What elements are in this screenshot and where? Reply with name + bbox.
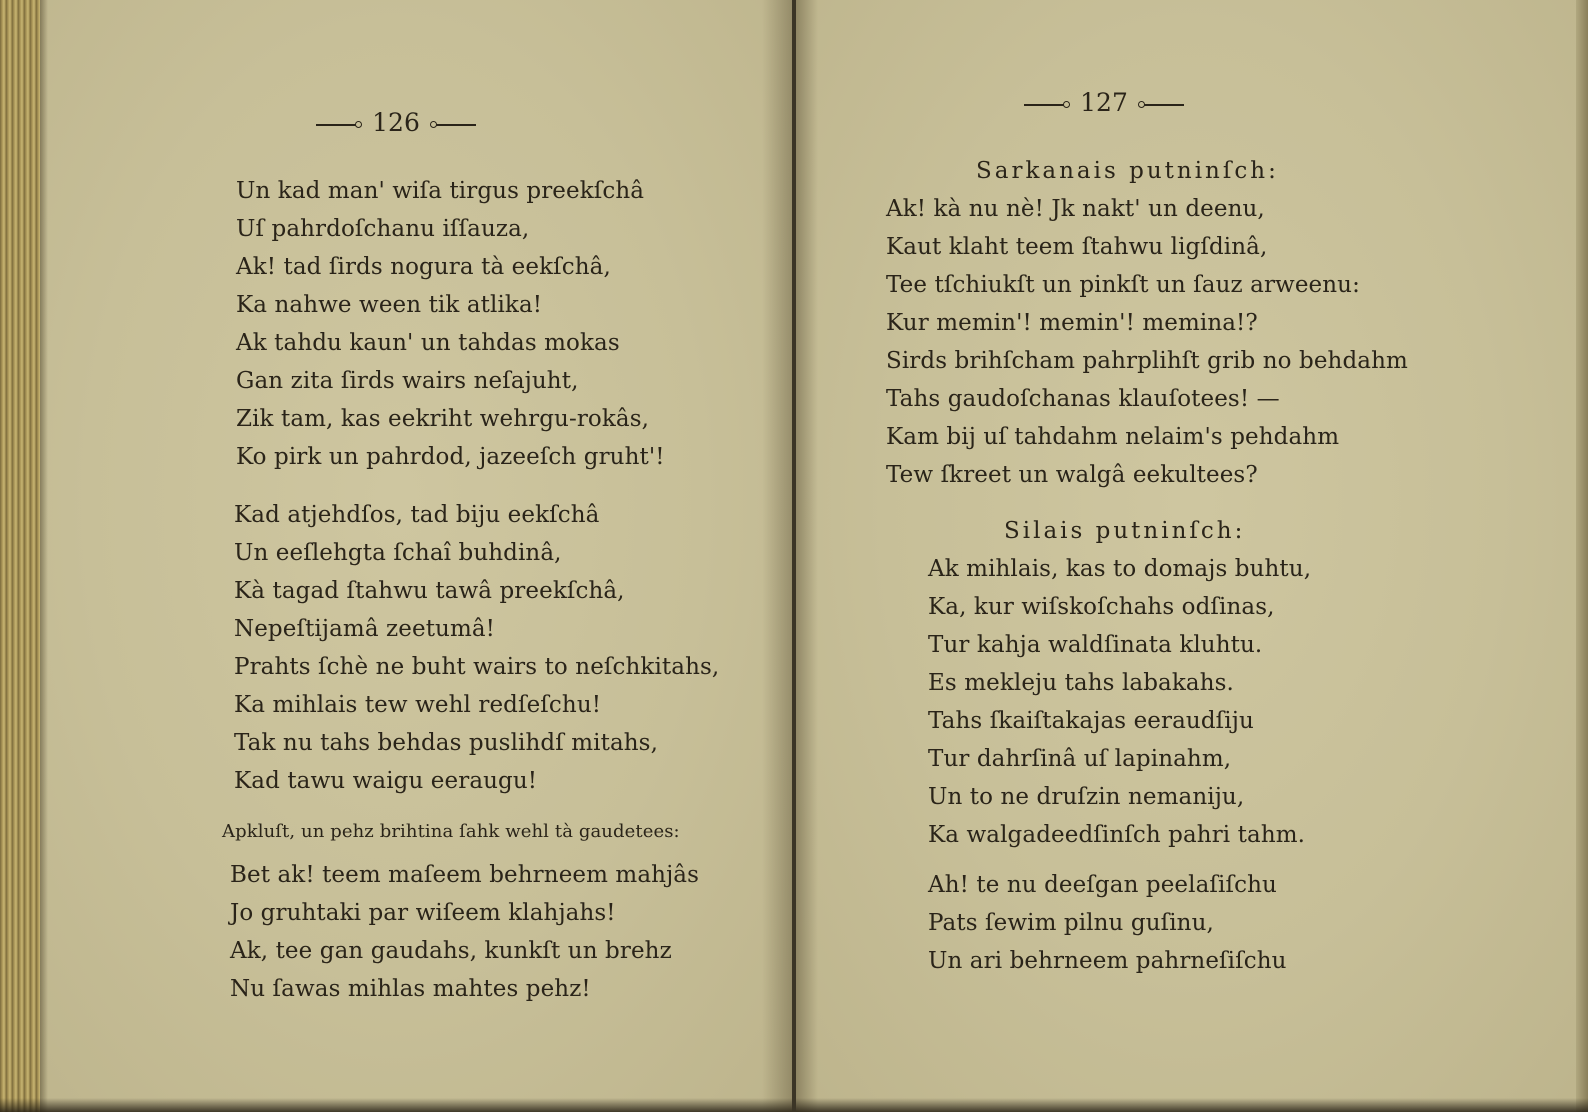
- left-stanza-2: [234, 496, 719, 800]
- verse-line: Tew ſkreet un walgâ eekultees?: [886, 462, 1258, 488]
- verse-line: Ka nahwe ween tik atlika!: [236, 292, 543, 318]
- verse-line: Tahs gaudoſchanas klauſotees! —: [886, 386, 1280, 412]
- verse-line: Nu ſawas mihlas mahtes pehz!: [230, 976, 591, 1002]
- verse-line: Un kad man' wiſa tirgus preekſchâ: [236, 178, 645, 204]
- verse-line: Ah! te nu deeſgan peelaſiſchu: [928, 872, 1277, 898]
- verse-line: Kam bij uſ tahdahm nelaim's pehdahm: [886, 424, 1340, 450]
- verse-line: Ka, kur wiſskoſchahs odſinas,: [928, 594, 1275, 620]
- verse-line: Sirds brihſcham pahrplihſt grib no behdahm: [886, 348, 1408, 374]
- right-page: [796, 0, 1588, 1112]
- verse-line: Kad tawu waigu eeraugu!: [234, 768, 538, 794]
- page-number-left: [0, 108, 792, 137]
- verse-line: Tur dahrſinâ uſ lapinahm,: [928, 746, 1232, 772]
- page-number-text: 126: [372, 108, 420, 137]
- gutter-shadow: [762, 0, 792, 1112]
- verse-line: Prahts ſchè ne buht wairs to neſchkitahs,: [234, 654, 720, 680]
- right-speaker-1: [976, 152, 1279, 190]
- verse-line: Kad atjehdſos, tad biju eekſchâ: [234, 502, 600, 528]
- verse-line: Ko pirk un pahrdod, jazeeſch gruht'!: [236, 444, 665, 470]
- page-edge: [1576, 0, 1588, 1112]
- verse-line: Ak tahdu kaun' un tahdas mokas: [236, 330, 620, 356]
- page-bottom-shadow: [0, 1098, 792, 1112]
- verse-line: Tee tſchiukſt un pinkſt un ſauz arweenu:: [886, 272, 1360, 298]
- verse-line: Jo gruhtaki par wiſeem klahjahs!: [230, 900, 616, 926]
- verse-line: Es mekleju tahs labakahs.: [928, 670, 1234, 696]
- page-number-right: [708, 88, 1500, 117]
- verse-line: Ka mihlais tew wehl redſeſchu!: [234, 692, 602, 718]
- gutter-shadow: [796, 0, 818, 1112]
- verse-line: Ka walgadeedſinſch pahri tahm.: [928, 822, 1306, 848]
- right-stanza-2: [928, 550, 1311, 854]
- speaker-heading: Silais putninſch:: [1004, 518, 1246, 544]
- page-bottom-shadow: [796, 1098, 1588, 1112]
- verse-line: Ak! kà nu nè! Jk nakt' un deenu,: [886, 196, 1265, 222]
- page-number-text: 127: [1080, 88, 1128, 117]
- verse-line: Uſ pahrdoſchanu iſſauza,: [236, 216, 530, 242]
- left-stage-direction: [222, 814, 680, 850]
- right-stanza-1: [886, 190, 1408, 494]
- verse-line: Kur memin'! memin'! memina!?: [886, 310, 1258, 336]
- verse-line: Pats ſewim pilnu guſinu,: [928, 910, 1214, 936]
- verse-line: Un eeſlehgta ſchaî buhdinâ,: [234, 540, 562, 566]
- verse-line: Tak nu tahs behdas puslihdſ mitahs,: [234, 730, 658, 756]
- verse-line: Tahs ſkaiſtakajas eeraudſiju: [928, 708, 1254, 734]
- verse-line: Tur kahja waldſinata kluhtu.: [928, 632, 1263, 658]
- speaker-heading: Sarkanais putninſch:: [976, 158, 1279, 184]
- verse-line: Un to ne druſzin nemaniju,: [928, 784, 1245, 810]
- verse-line: Ak, tee gan gaudahs, kunkſt un brehz: [230, 938, 672, 964]
- left-page: [0, 0, 792, 1112]
- right-stanza-3: [928, 866, 1287, 980]
- verse-line: Un ari behrneem pahrneſiſchu: [928, 948, 1287, 974]
- verse-line: Bet ak! teem maſeem behrneem mahjâs: [230, 862, 700, 888]
- verse-line: Zik tam, kas eekriht wehrgu-rokâs,: [236, 406, 650, 432]
- verse-line: Ak! tad ſirds nogura tà eekſchâ,: [236, 254, 611, 280]
- verse-line: Kà tagad ſtahwu tawâ preekſchâ,: [234, 578, 625, 604]
- right-speaker-2: [1004, 512, 1245, 550]
- left-stanza-1: [236, 172, 665, 476]
- verse-line: Ak mihlais, kas to domajs buhtu,: [928, 556, 1312, 582]
- verse-line: Kaut klaht teem ſtahwu ligſdinâ,: [886, 234, 1268, 260]
- left-stanza-3: [230, 856, 699, 1008]
- stage-direction: Apkluſt, un pehz brihtina ſahk wehl tà gaudetees:: [222, 821, 680, 842]
- page-edge: [0, 0, 40, 1112]
- verse-line: Nepeſtijamâ zeetumâ!: [234, 616, 496, 642]
- verse-line: Gan zita ſirds wairs neſajuht,: [236, 368, 579, 394]
